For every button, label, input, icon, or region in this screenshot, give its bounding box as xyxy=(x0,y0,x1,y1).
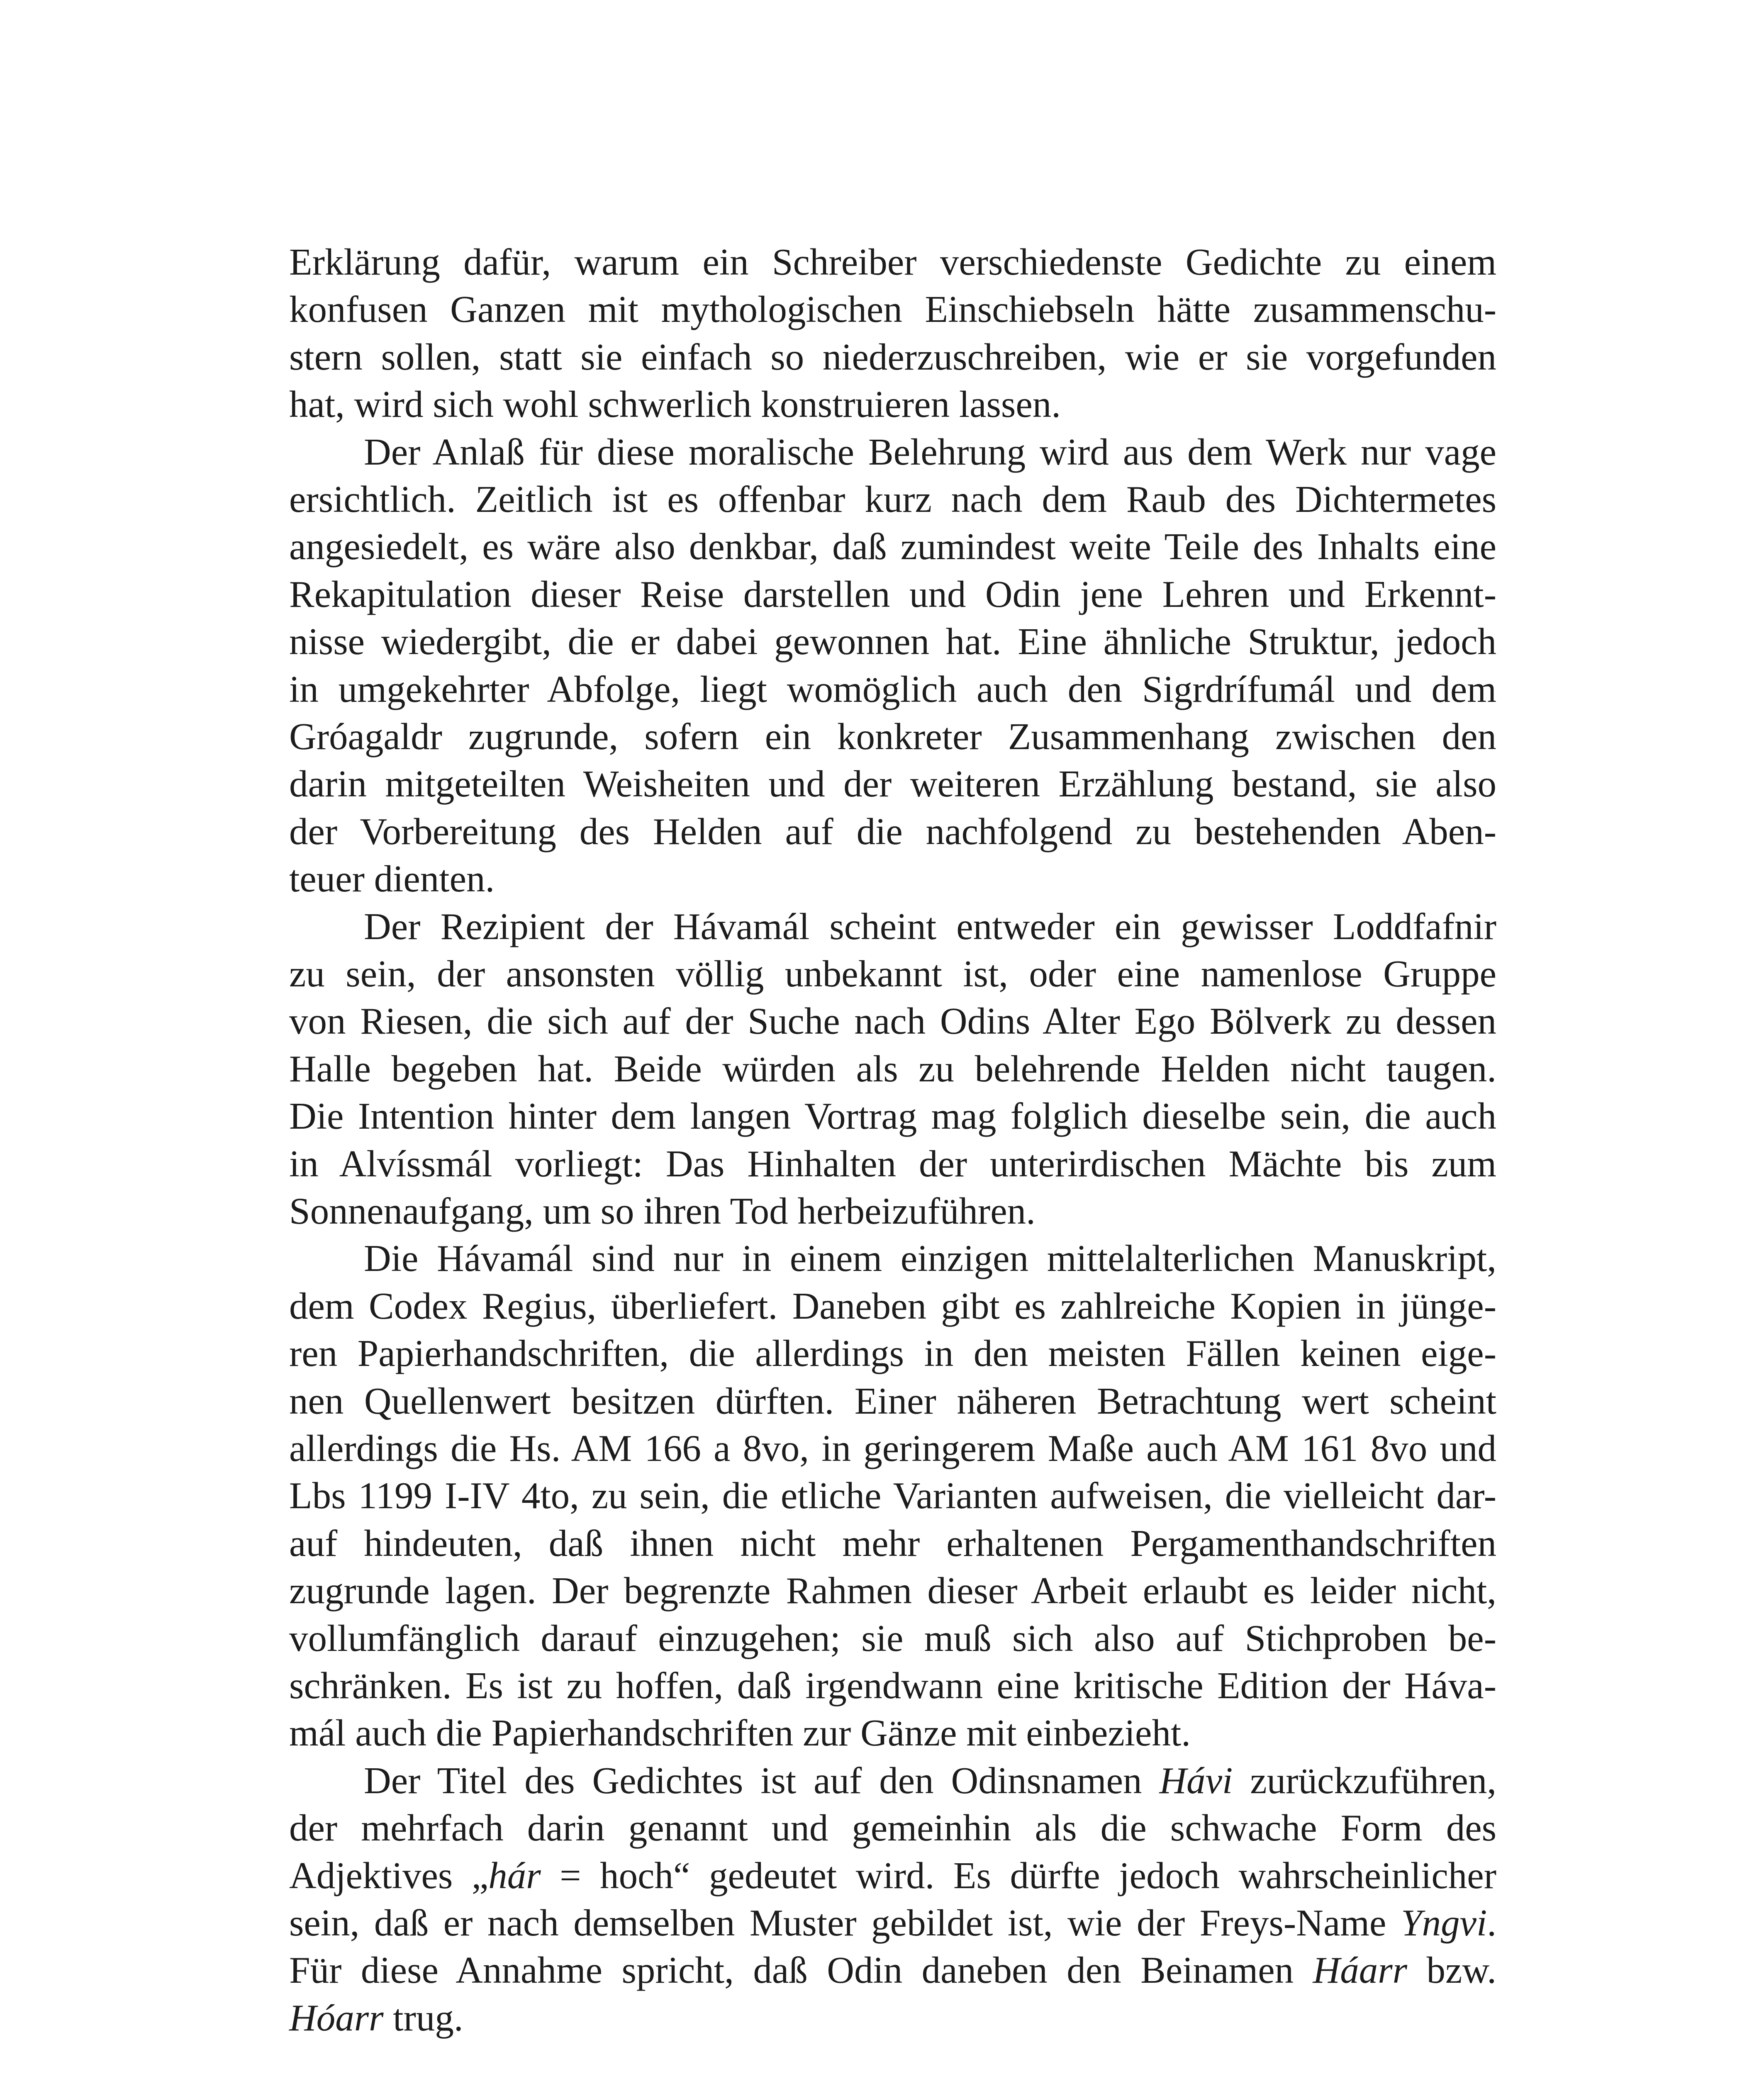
text-segment: ren Papierhandschriften, die allerdings in den meisten Fällen keinen eige- xyxy=(289,1332,1496,1374)
text-line xyxy=(289,1425,1496,1472)
text-line xyxy=(289,428,1496,476)
text-segment: ersichtlich. Zeitlich ist es offenbar kurz nach dem Raub des Dichtermetes xyxy=(289,478,1496,520)
text-segment: vollumfänglich darauf einzugehen; sie muß sich also auf Stichproben be- xyxy=(289,1617,1496,1659)
text-segment: sein, daß er nach demselben Muster gebildet ist, wie der Freys-Name xyxy=(289,1902,1401,1944)
text-line xyxy=(289,1567,1496,1614)
text-segment: Lbs 1199 I-IV 4to, zu sein, die etliche Varianten aufweisen, die vielleicht dar- xyxy=(289,1475,1496,1517)
text-line xyxy=(289,1852,1496,1899)
text-line xyxy=(289,571,1496,618)
text-line xyxy=(289,1330,1496,1377)
text-line xyxy=(289,1662,1496,1709)
text-line xyxy=(289,1947,1496,1994)
text-segment: zugrunde lagen. Der begrenzte Rahmen dieser Arbeit erlaubt es leider nicht, xyxy=(289,1570,1496,1611)
text-segment: Rekapitulation dieser Reise darstellen und Odin jene Lehren und Erkennt- xyxy=(289,573,1496,615)
text-segment: Die Hávamál sind nur in einem einzigen mittelalterlichen Manuskript, xyxy=(364,1237,1496,1279)
text-segment: teuer dienten. xyxy=(289,858,495,900)
text-segment: angesiedelt, es wäre also denkbar, daß zumindest weite Teile des Inhalts eine xyxy=(289,526,1496,567)
text-segment: der mehrfach darin genannt und gemeinhin als die schwache Form des xyxy=(289,1807,1496,1849)
text-line xyxy=(289,1283,1496,1330)
text-line xyxy=(289,1520,1496,1567)
text-segment: Halle begeben hat. Beide würden als zu belehrende Helden nicht taugen. xyxy=(289,1048,1496,1090)
text-segment: auf hindeuten, daß ihnen nicht mehr erhaltenen Pergamenthandschriften xyxy=(289,1522,1496,1564)
text-line xyxy=(289,713,1496,760)
text-segment: dem Codex Regius, überliefert. Daneben gibt es zahlreiche Kopien in jünge- xyxy=(289,1285,1496,1327)
text-segment: Der Titel des Gedichtes ist auf den Odinsnamen xyxy=(364,1760,1160,1801)
text-line xyxy=(289,950,1496,998)
italic-term: Hávi xyxy=(1159,1760,1233,1801)
text-line xyxy=(289,476,1496,523)
text-line xyxy=(289,1235,1496,1282)
text-segment: nisse wiedergibt, die er dabei gewonnen hat. Eine ähnliche Struktur, jedoch xyxy=(289,621,1496,662)
text-line xyxy=(289,286,1496,333)
italic-term: hár xyxy=(488,1855,541,1896)
text-line xyxy=(289,1615,1496,1662)
italic-term: Hóarr xyxy=(289,1997,384,2039)
text-line xyxy=(289,1188,1496,1235)
italic-term: Yngvi xyxy=(1401,1902,1487,1944)
text-segment: allerdings die Hs. AM 166 a 8vo, in geringerem Maße auch AM 161 8vo und xyxy=(289,1427,1496,1469)
text-line xyxy=(289,666,1496,713)
text-segment: trug. xyxy=(383,1997,463,2039)
text-line xyxy=(289,1140,1496,1188)
text-line xyxy=(289,239,1496,286)
text-segment: hat, wird sich wohl schwerlich konstruieren lassen. xyxy=(289,383,1061,425)
text-line xyxy=(289,1994,1496,2042)
text-line xyxy=(289,618,1496,665)
text-segment: bzw. xyxy=(1407,1949,1496,1991)
text-line xyxy=(289,1378,1496,1425)
text-segment: Der Anlaß für diese moralische Belehrung wird aus dem Werk nur vage xyxy=(364,431,1496,473)
text-line xyxy=(289,903,1496,950)
text-line xyxy=(289,998,1496,1045)
text-segment: Gróagaldr zugrunde, sofern ein konkreter Zusammenhang zwischen den xyxy=(289,716,1496,757)
text-segment: Adjektives „ xyxy=(289,1855,489,1896)
text-line xyxy=(289,808,1496,855)
text-segment: darin mitgeteilten Weisheiten und der weiteren Erzählung bestand, sie also xyxy=(289,763,1496,805)
text-line xyxy=(289,1899,1496,1947)
text-segment: stern sollen, statt sie einfach so niederzuschreiben, wie er sie vorgefunden xyxy=(289,336,1496,378)
text-line xyxy=(289,855,1496,903)
text-segment: der Vorbereitung des Helden auf die nachfolgend zu bestehenden Aben- xyxy=(289,811,1496,852)
text-line xyxy=(289,1757,1496,1804)
text-segment: in umgekehrter Abfolge, liegt womöglich auch den Sigrdrífumál und dem xyxy=(289,668,1496,710)
text-segment: zurückzuführen, xyxy=(1233,1760,1496,1801)
text-segment: mál auch die Papierhandschriften zur Gänze mit einbezieht. xyxy=(289,1712,1191,1754)
text-line xyxy=(289,1804,1496,1852)
text-segment: Sonnenaufgang, um so ihren Tod herbeizuführen. xyxy=(289,1190,1035,1232)
text-segment: = hoch“ gedeutet wird. Es dürfte jedoch wahrscheinlicher xyxy=(541,1855,1496,1896)
text-line xyxy=(289,381,1496,428)
text-segment: . xyxy=(1487,1902,1496,1944)
text-segment: Für diese Annahme spricht, daß Odin daneben den Beinamen xyxy=(289,1949,1313,1991)
text-line xyxy=(289,523,1496,570)
text-segment: von Riesen, die sich auf der Suche nach Odins Alter Ego Bölverk zu dessen xyxy=(289,1000,1496,1042)
text-segment: nen Quellenwert besitzen dürften. Einer näheren Betrachtung wert scheint xyxy=(289,1380,1496,1422)
text-segment: zu sein, der ansonsten völlig unbekannt ist, oder eine namenlose Gruppe xyxy=(289,953,1496,995)
text-line xyxy=(289,1472,1496,1519)
text-segment: Erklärung dafür, warum ein Schreiber verschiedenste Gedichte zu einem xyxy=(289,241,1496,283)
text-line xyxy=(289,1709,1496,1757)
text-segment: Der Rezipient der Hávamál scheint entweder ein gewisser Loddfafnir xyxy=(364,906,1496,947)
text-line xyxy=(289,760,1496,808)
text-line xyxy=(289,1093,1496,1140)
text-segment: konfusen Ganzen mit mythologischen Einschiebseln hätte zusammenschu- xyxy=(289,288,1496,330)
text-segment: in Alvíssmál vorliegt: Das Hinhalten der unterirdischen Mächte bis zum xyxy=(289,1143,1496,1185)
text-line xyxy=(289,1045,1496,1093)
text-segment: Die Intention hinter dem langen Vortrag mag folglich dieselbe sein, die auch xyxy=(289,1095,1496,1137)
text-segment: schränken. Es ist zu hoffen, daß irgendwann eine kritische Edition der Háva- xyxy=(289,1665,1496,1706)
italic-term: Háarr xyxy=(1313,1949,1408,1991)
text-line xyxy=(289,333,1496,381)
